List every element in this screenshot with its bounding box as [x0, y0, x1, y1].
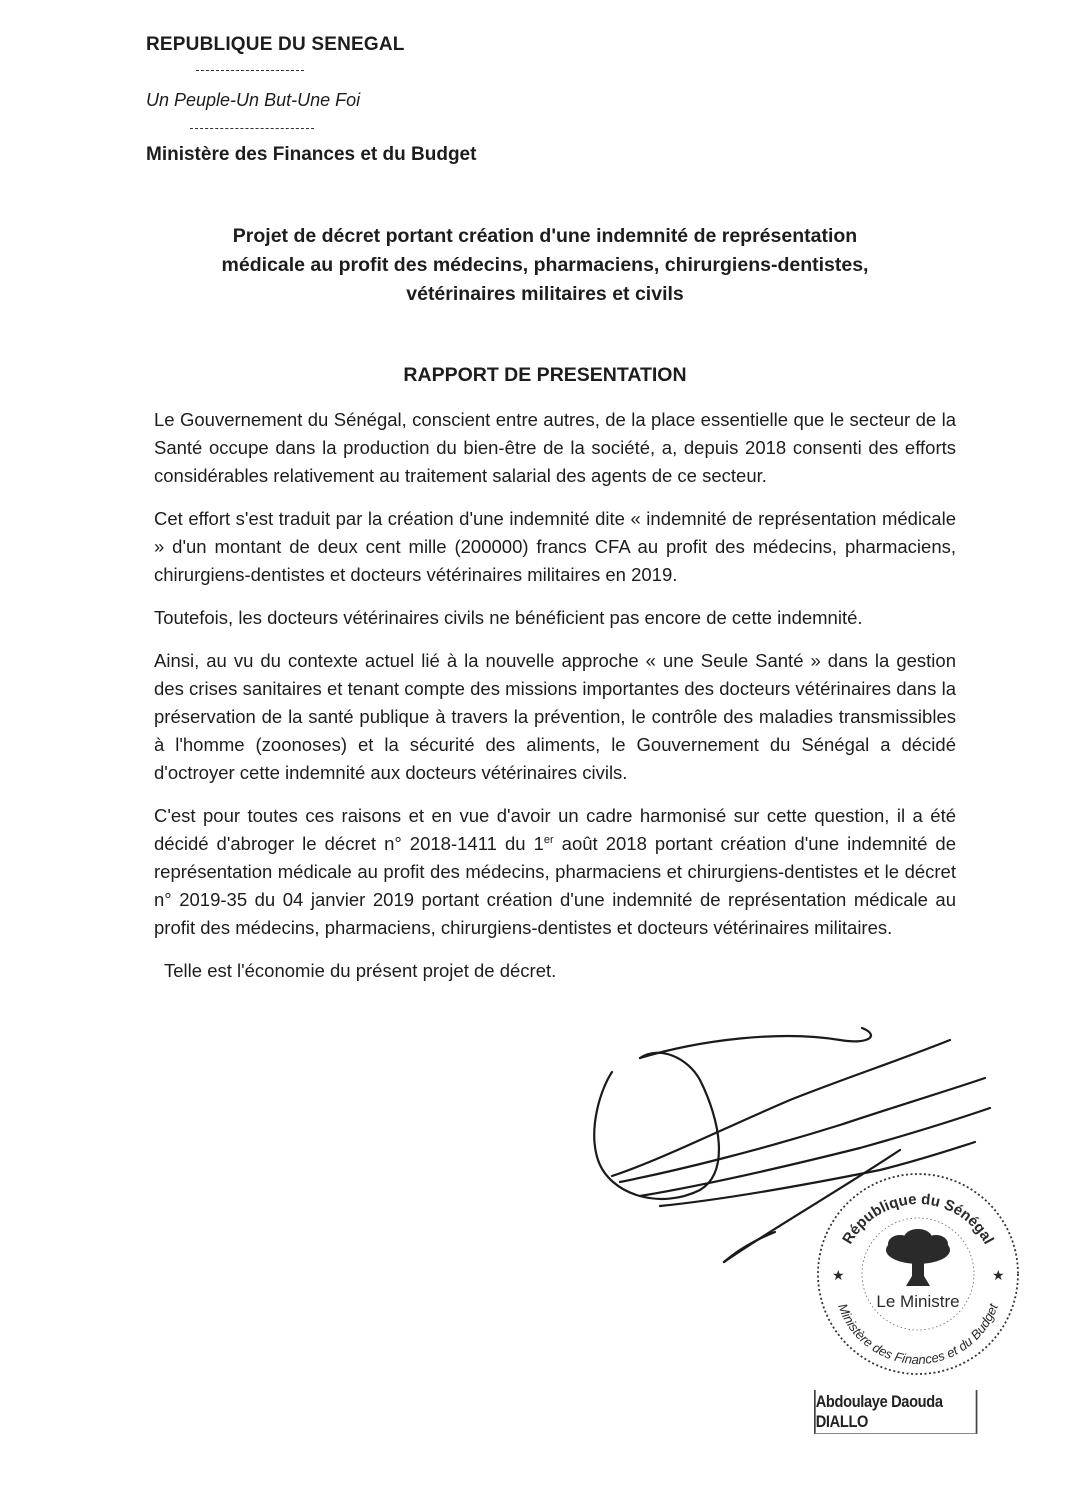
paragraph: Ainsi, au vu du contexte actuel lié à la nouvelle approche « une Seule Santé » dans la gestion des crises sanitaires et tenant compte des missions importantes des docteurs vétérinaires dans la préservation de la santé publique à travers la prévention, le contrôle des maladies transmissibles à l'homme (zoonoses) et la sécurité des aliments, le Gouvernement du Sénégal a décidé d'octroyer cette indemnité aux docteurs vétérinaires civils. — [154, 650, 956, 783]
paragraph: Le Gouvernement du Sénégal, conscient entre autres, de la place essentielle que le secteur de la Santé occupe dans la production du bien-être de la société, a, depuis 2018 consenti des efforts considérables relativement au traitement salarial des agents de ce secteur. — [154, 409, 956, 486]
report-body — [154, 406, 956, 1000]
official-seal — [812, 1168, 1024, 1380]
star-icon: ★ — [832, 1267, 845, 1283]
seal-title: Le Ministre — [876, 1292, 960, 1311]
paragraph-text: août 2018 portant création d'une indemnité de représentation médicale au profit des médecins, pharmaciens et chirurgiens-dentistes et le décret n° 2019-35 du 04 janvier 2019 portant création d'une indemnité de représentation médicale au profit des médecins, pharmaciens, chirurgiens-dentistes et docteurs vétérinaires militaires. — [154, 833, 956, 938]
closing-statement: Telle est l'économie du présent projet de décret. — [164, 960, 557, 981]
section-title: RAPPORT DE PRESENTATION — [403, 364, 687, 386]
decree-title-line: vétérinaires militaires et civils — [406, 283, 684, 305]
decree-title-line: Projet de décret portant création d'une indemnité de représentation — [232, 225, 858, 247]
republic-heading: REPUBLIQUE DU SENEGAL — [146, 34, 405, 55]
seal-ring — [812, 1168, 1024, 1380]
paragraph: Toutefois, les docteurs vétérinaires civils ne bénéficient pas encore de cette indemnité. — [154, 607, 863, 628]
header-separator — [190, 128, 314, 129]
seal-arc-bottom: Ministère des Finances et du Budget — [835, 1301, 1001, 1368]
paragraph: Cet effort s'est traduit par la création d'une indemnité dite « indemnité de représentation médicale » d'un montant de deux cent mille (200000) francs CFA au profit des médecins, pharmaciens, chirurgiens-dentistes et docteurs vétérinaires militaires en 2019. — [154, 508, 956, 585]
paragraph-text: C'est pour toutes ces raisons et en vue d'avoir un cadre harmonisé sur cette question, il a été décidé d'abroger le décret n° 2018-1411 du 1 — [154, 805, 956, 854]
baobab-tree-icon — [886, 1229, 950, 1286]
ordinal-superscript: er — [543, 833, 554, 846]
signatory-name-stamp: Abdoulaye Daouda DIALLO — [814, 1390, 977, 1434]
ministry-heading: Ministère des Finances et du Budget — [146, 144, 477, 165]
decree-title-line: médicale au profit des médecins, pharmaciens, chirurgiens-dentistes, — [221, 254, 869, 276]
paragraph — [154, 802, 956, 942]
seal-arc-top: République du Sénégal — [839, 1190, 997, 1248]
national-motto: Un Peuple-Un But-Une Foi — [146, 90, 361, 110]
decree-title — [150, 222, 940, 309]
star-icon: ★ — [992, 1267, 1005, 1283]
header-separator — [196, 70, 304, 71]
